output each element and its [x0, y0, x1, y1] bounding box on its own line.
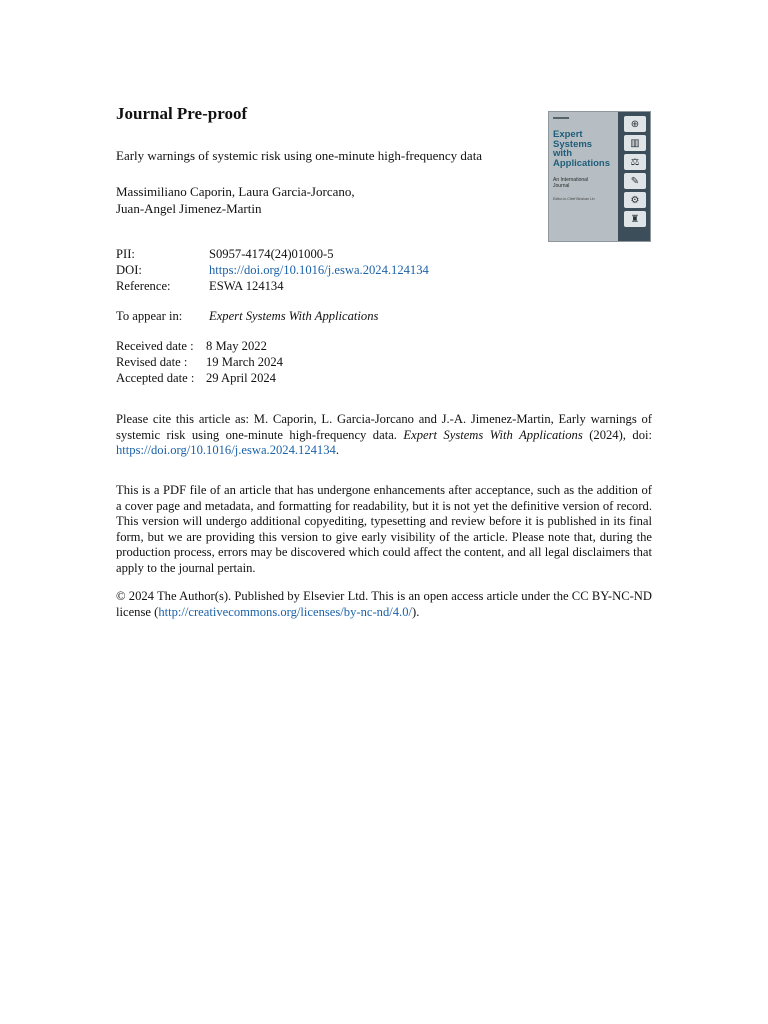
cover-journal-name: Expert Systems with Applications [553, 129, 611, 169]
reference-row [116, 278, 429, 294]
doi-label: DOI: [116, 263, 142, 277]
gear-icon: ⚙ [624, 192, 646, 208]
citation-paragraph [116, 412, 652, 459]
citation-doi-link[interactable]: https://doi.org/10.1016/j.eswa.2024.124134 [116, 443, 336, 458]
appear-in [116, 308, 378, 324]
accepted-date: 29 April 2024 [206, 371, 276, 385]
author-line: Massimiliano Caporin, Laura Garcia-Jorcano, [116, 184, 355, 199]
pii-value: S0957-4174(24)01000-5 [209, 247, 334, 261]
figure-icon: ♜ [624, 211, 646, 227]
cover-subtitle: An International Journal [553, 177, 589, 189]
appear-row [116, 308, 378, 324]
license-text: © 2024 The Author(s). Published by Elsevier Ltd. This is an open access article under the CC BY-NC-ND license ( [116, 589, 652, 619]
balance-icon: ⚖ [624, 154, 646, 170]
article-dates [116, 338, 283, 386]
appear-journal: Expert Systems With Applications [209, 309, 379, 323]
author-list [116, 183, 355, 217]
doi-link[interactable]: https://doi.org/10.1016/j.eswa.2024.124134 [209, 263, 429, 277]
accepted-label: Accepted date : [116, 371, 195, 385]
citation-doi-label: doi: [632, 427, 653, 442]
revised-label: Revised date : [116, 355, 188, 369]
license-link[interactable]: http://creativecommons.org/licenses/by-nc-nd/4.0/ [158, 604, 412, 619]
revised-date: 19 March 2024 [206, 355, 283, 369]
article-ids [116, 246, 429, 294]
compass-icon: ⊕ [624, 116, 646, 132]
citation-year: (2024), [589, 427, 626, 442]
license-paragraph [116, 589, 652, 620]
citation-end: . [335, 443, 339, 458]
pdf-notice: This is a PDF file of an article that has undergone enhancements after acceptance, such as the addition of a cover page and metadata, and formatting for readability, but it is not yet the definitive version of record. This version will undergo additional copyediting, typesetting and review before it is published in its final form, but we are providing this version to give early visibility of the article. Please note that, during the production process, errors may be discovered which could affect the content, and all legal disclaimers that apply to the journal pertain. [116, 483, 652, 575]
pii-row [116, 246, 429, 262]
journal-cover [548, 111, 651, 242]
article-title: Early warnings of systemic risk using one-minute high-frequency data [116, 148, 483, 163]
chart-icon: ▥ [624, 135, 646, 151]
reference-value: ESWA 124134 [209, 279, 284, 293]
author-line: Juan-Angel Jimenez-Martin [116, 201, 262, 216]
citation-journal: Expert Systems With Applications [403, 427, 583, 442]
tool-icon: ✎ [624, 173, 646, 189]
license-end: ). [412, 604, 420, 619]
revised-row [116, 354, 283, 370]
pii-label: PII: [116, 247, 135, 261]
reference-label: Reference: [116, 279, 171, 293]
accepted-row [116, 370, 283, 386]
received-label: Received date : [116, 339, 194, 353]
cover-editor: Editor-in-Chief Binshan Lin [553, 197, 595, 201]
citation-text: Please cite this article as: M. Caporin, L. Garcia-Jorcano and J.-A. Jimenez-Martin, Early warnings of systemic risk using one-minute high-frequency data. [116, 412, 652, 442]
doi-row [116, 262, 429, 278]
page-heading: Journal Pre-proof [116, 104, 248, 123]
received-row [116, 338, 283, 354]
appear-label: To appear in: [116, 309, 183, 323]
cover-rule [553, 117, 569, 119]
received-date: 8 May 2022 [206, 339, 267, 353]
